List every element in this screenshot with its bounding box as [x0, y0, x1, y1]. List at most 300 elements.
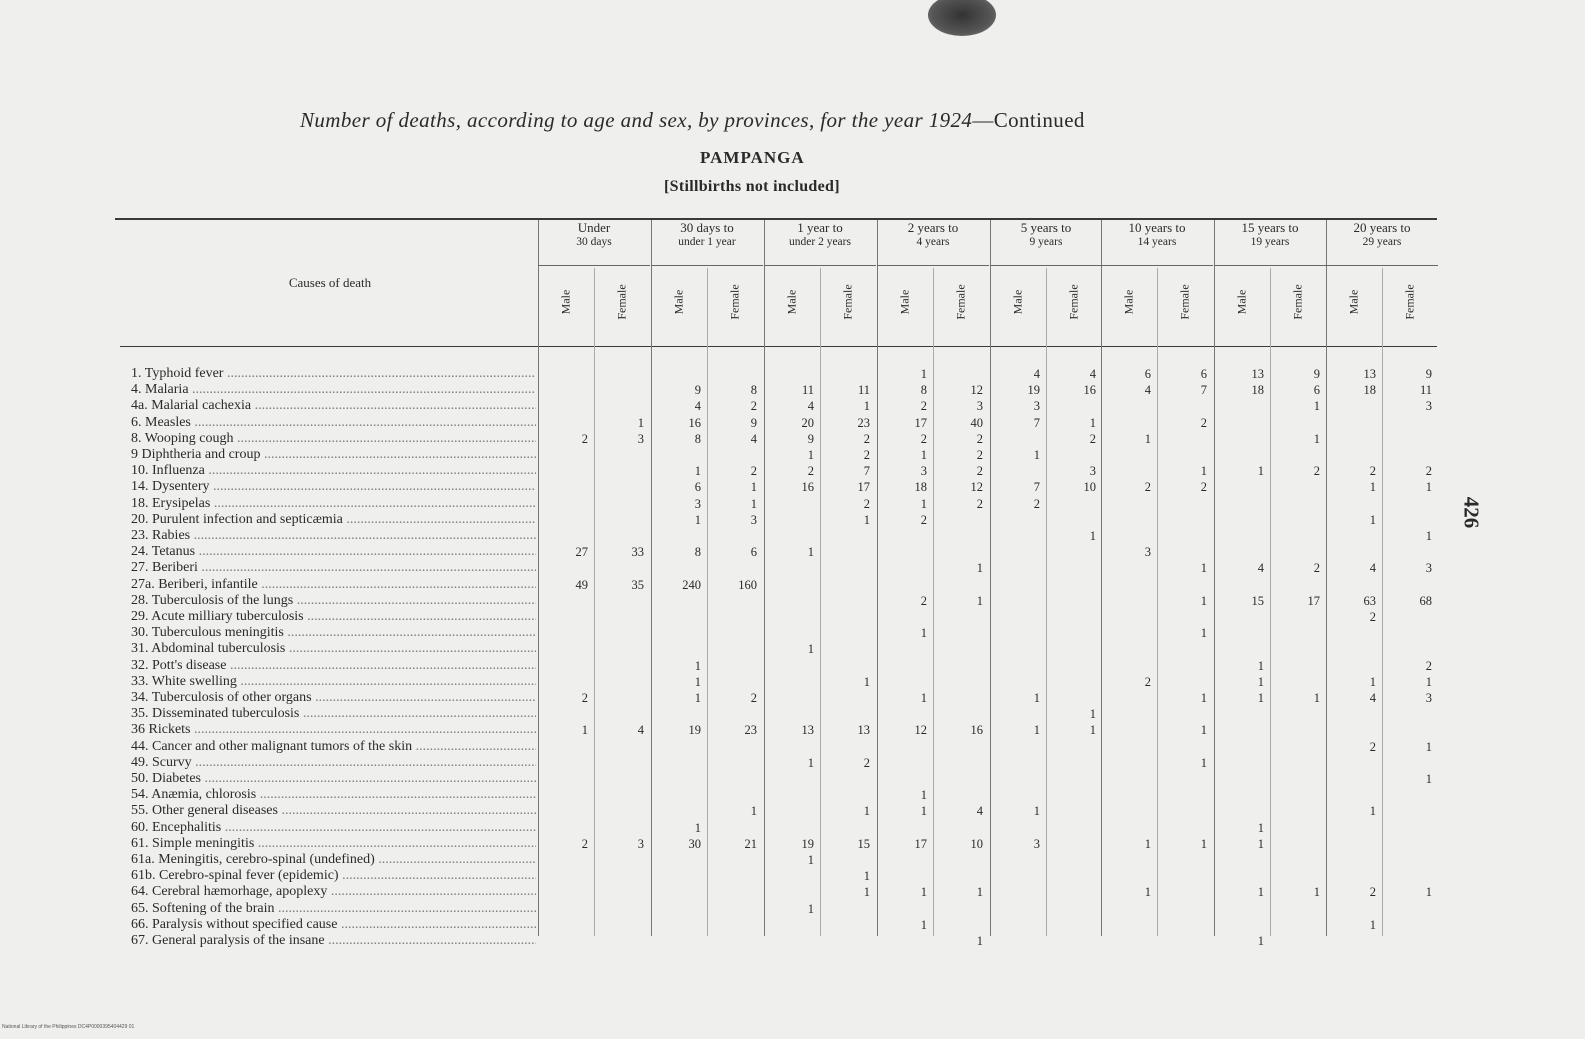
sex-label: Female — [840, 284, 855, 320]
age-group-line2: under 1 year — [678, 236, 736, 248]
table-cell: 1 — [1425, 674, 1432, 689]
age-group-header — [1326, 221, 1438, 249]
table-cell — [1270, 772, 1320, 786]
cause-label: 24. Tetanus ..... — [131, 544, 536, 560]
table-cell: 1 — [1144, 885, 1151, 900]
table-cell — [594, 513, 644, 527]
table-cell — [990, 464, 1040, 478]
table-top-rule — [115, 218, 1437, 220]
table-cell: 18 — [914, 480, 927, 495]
table-cell — [1270, 918, 1320, 932]
table-cell — [1382, 837, 1432, 851]
table-cell — [933, 529, 983, 543]
table-cell — [990, 513, 1040, 527]
table-cell — [1157, 675, 1207, 689]
table-cell — [1157, 740, 1207, 754]
table-cell — [764, 821, 814, 835]
table-cell: 17 — [914, 415, 927, 430]
table-cell — [651, 448, 701, 462]
sex-label: Male — [558, 289, 573, 315]
table-cell — [764, 367, 814, 381]
table-cell: 1 — [807, 901, 814, 916]
ink-blot — [928, 0, 996, 36]
table-cell — [651, 610, 701, 624]
age-group-line1: 10 years to — [1128, 220, 1186, 235]
table-cell — [1326, 772, 1376, 786]
table-cell: 1 — [863, 512, 870, 527]
table-cell — [1101, 756, 1151, 770]
table-cell — [707, 772, 757, 786]
table-cell — [877, 934, 927, 948]
table-cell: 4 — [694, 399, 701, 414]
cause-label: 4a. Malarial cachexia ..... — [131, 398, 536, 414]
table-cell — [933, 918, 983, 932]
table-cell — [1046, 659, 1096, 673]
table-cell: 1 — [1257, 464, 1264, 479]
table-cell — [538, 448, 588, 462]
table-cell — [933, 788, 983, 802]
table-cell — [1326, 902, 1376, 916]
age-group-rule — [877, 265, 989, 266]
table-cell — [1270, 869, 1320, 883]
table-cell: 2 — [1369, 464, 1376, 479]
table-cell: 9 — [807, 431, 814, 446]
table-cell — [990, 918, 1040, 932]
table-cell — [820, 707, 870, 721]
table-cell: 1 — [694, 512, 701, 527]
age-group-line2: 9 years — [1029, 236, 1063, 248]
age-group-line1: 1 year to — [797, 220, 843, 235]
page-number: 426 — [1459, 496, 1484, 529]
table-cell: 4 — [1089, 367, 1096, 381]
sex-label: Female — [727, 284, 742, 320]
table-cell — [1157, 578, 1207, 592]
table-cell: 8 — [920, 383, 927, 398]
table-cell — [1382, 756, 1432, 770]
table-cell: 23 — [857, 415, 870, 430]
table-cell — [990, 594, 1040, 608]
table-cell — [538, 918, 588, 932]
age-group-header — [538, 221, 650, 249]
table-cell: 8 — [694, 545, 701, 560]
table-cell — [764, 918, 814, 932]
cause-label: 60. Encephalitis ..... — [131, 820, 536, 836]
table-cell — [538, 480, 588, 494]
table-cell — [1326, 853, 1376, 867]
table-cell — [1326, 821, 1376, 835]
age-group-header — [877, 221, 989, 249]
table-cell: 1 — [807, 853, 814, 867]
table-cell — [1101, 853, 1151, 867]
table-cell — [1382, 918, 1432, 932]
age-group-line2: 29 years — [1362, 236, 1402, 248]
table-cell — [1326, 837, 1376, 851]
table-cell: 9 — [1313, 367, 1320, 381]
table-cell — [594, 367, 644, 381]
table-cell — [1157, 529, 1207, 543]
table-cell — [1157, 545, 1207, 559]
table-cell — [764, 772, 814, 786]
cause-label: 23. Rabies ..... — [131, 528, 536, 544]
table-cell: 1 — [694, 691, 701, 705]
table-cell — [877, 853, 927, 867]
age-group-header — [651, 221, 763, 249]
table-cell — [651, 561, 701, 575]
table-cell — [1157, 853, 1207, 867]
table-cell: 1 — [1089, 415, 1096, 430]
table-cell — [538, 367, 588, 381]
table-cell — [1326, 416, 1376, 430]
table-cell: 1 — [976, 934, 983, 948]
table-cell — [1046, 934, 1096, 948]
table-cell — [538, 610, 588, 624]
table-cell — [594, 675, 644, 689]
table-cell — [933, 740, 983, 754]
cause-label: 30. Tuberculous meningitis ..... — [131, 625, 536, 641]
table-cell — [594, 707, 644, 721]
table-cell — [1382, 934, 1432, 948]
table-cell: 15 — [1251, 593, 1264, 608]
table-cell — [707, 902, 757, 916]
table-cell: 17 — [914, 836, 927, 851]
table-cell — [707, 561, 757, 575]
table-cell — [1157, 497, 1207, 511]
table-cell — [707, 756, 757, 770]
table-cell — [1270, 448, 1320, 462]
table-cell: 1 — [920, 448, 927, 462]
table-cell: 35 — [631, 577, 644, 592]
table-cell: 11 — [801, 383, 814, 398]
table-cell — [1326, 578, 1376, 592]
table-cell — [1046, 545, 1096, 559]
table-cell — [1101, 448, 1151, 462]
table-cell — [1214, 480, 1264, 494]
table-cell — [651, 788, 701, 802]
table-cell — [538, 626, 588, 640]
table-cell: 1 — [920, 367, 927, 381]
table-cell — [764, 513, 814, 527]
table-cell — [877, 642, 927, 656]
table-cell: 1 — [694, 658, 701, 673]
female-header — [1382, 272, 1438, 332]
table-cell — [1326, 723, 1376, 737]
table-cell — [1101, 416, 1151, 430]
table-cell — [1101, 723, 1151, 737]
male-header — [538, 272, 594, 332]
table-cell — [1101, 691, 1151, 705]
table-cell: 3 — [637, 431, 644, 446]
table-cell: 18 — [1363, 383, 1376, 398]
table-cell: 6 — [1144, 367, 1151, 381]
table-cell — [877, 659, 927, 673]
table-cell — [1270, 626, 1320, 640]
male-header — [1214, 272, 1270, 332]
table-cell — [764, 934, 814, 948]
table-cell — [538, 934, 588, 948]
table-cell — [933, 821, 983, 835]
table-cell — [707, 853, 757, 867]
cause-label: 49. Scurvy ..... — [131, 755, 536, 771]
table-cell — [990, 740, 1040, 754]
table-cell — [1214, 578, 1264, 592]
table-cell — [707, 675, 757, 689]
table-cell — [594, 918, 644, 932]
table-cell: 2 — [581, 431, 588, 446]
table-cell: 6 — [1313, 383, 1320, 398]
table-cell: 1 — [637, 415, 644, 430]
age-group-rule — [1214, 265, 1326, 266]
sex-label: Male — [1234, 289, 1249, 315]
age-group-line1: 30 days to — [680, 220, 734, 235]
cause-label: 34. Tuberculosis of other organs ..... — [131, 690, 536, 706]
cause-label: 4. Malaria ..... — [131, 382, 536, 398]
table-cell: 2 — [920, 399, 927, 414]
table-cell: 1 — [1369, 480, 1376, 495]
table-cell — [1101, 804, 1151, 818]
table-cell: 19 — [688, 723, 701, 738]
cause-label: 14. Dysentery ..... — [131, 479, 536, 495]
table-cell: 2 — [1369, 885, 1376, 900]
sex-label: Female — [1402, 284, 1417, 320]
cause-label: 27. Beriberi ..... — [131, 560, 536, 576]
table-cell: 1 — [976, 593, 983, 608]
table-cell: 13 — [1251, 367, 1264, 381]
table-cell — [594, 383, 644, 397]
table-cell — [764, 529, 814, 543]
table-cell — [707, 869, 757, 883]
table-cell: 17 — [857, 480, 870, 495]
cause-label: 54. Anæmia, chlorosis ..... — [131, 787, 536, 803]
table-cell — [1214, 513, 1264, 527]
cause-label: 29. Acute milliary tuberculosis ..... — [131, 609, 536, 625]
table-cell — [820, 821, 870, 835]
age-group-line2: 14 years — [1137, 236, 1177, 248]
table-cell — [651, 740, 701, 754]
table-cell — [933, 513, 983, 527]
table-cell — [1046, 691, 1096, 705]
table-cell — [1157, 804, 1207, 818]
table-cell — [1382, 416, 1432, 430]
table-cell: 1 — [1257, 658, 1264, 673]
table-cell — [820, 594, 870, 608]
table-cell — [1101, 529, 1151, 543]
table-cell — [1326, 788, 1376, 802]
table-cell: 1 — [750, 496, 757, 511]
table-cell — [1270, 788, 1320, 802]
age-group-line1: Under — [577, 220, 611, 235]
table-cell — [1270, 707, 1320, 721]
table-cell — [594, 691, 644, 705]
table-cell — [1382, 497, 1432, 511]
footer-note: National Library of the Philippines DC4P0000395404429 01 — [2, 1024, 135, 1030]
table-cell: 3 — [1425, 691, 1432, 705]
table-cell — [1270, 578, 1320, 592]
table-cell: 1 — [1089, 707, 1096, 722]
table-cell: 1 — [920, 496, 927, 511]
cause-label: 64. Cerebral hæmorhage, apoplexy ..... — [131, 884, 536, 900]
age-group-rule — [651, 265, 763, 266]
table-cell — [1101, 707, 1151, 721]
table-cell — [707, 448, 757, 462]
table-cell — [1214, 707, 1264, 721]
cause-label: 50. Diabetes ..... — [131, 771, 536, 787]
province-heading: PAMPANGA — [700, 148, 805, 167]
table-cell — [594, 561, 644, 575]
table-cell: 2 — [863, 496, 870, 511]
table-cell — [877, 561, 927, 575]
causes-header: Causes of death — [288, 275, 372, 290]
table-cell: 68 — [1419, 593, 1432, 608]
table-cell — [707, 885, 757, 899]
table-cell — [990, 432, 1040, 446]
table-cell — [594, 885, 644, 899]
table-cell — [1270, 529, 1320, 543]
table-cell — [1101, 869, 1151, 883]
table-cell — [990, 853, 1040, 867]
sex-label: Male — [1121, 289, 1136, 315]
age-group-line1: 2 years to — [907, 220, 959, 235]
table-cell — [538, 659, 588, 673]
table-cell — [707, 707, 757, 721]
table-cell: 1 — [807, 448, 814, 462]
table-cell: 1 — [920, 917, 927, 932]
table-cell — [1214, 432, 1264, 446]
table-subtitle: [Stillbirths not included] — [664, 178, 840, 195]
table-cell — [990, 659, 1040, 673]
table-cell — [764, 561, 814, 575]
table-cell: 4 — [976, 804, 983, 819]
table-cell — [990, 821, 1040, 835]
table-cell — [594, 448, 644, 462]
table-cell — [990, 545, 1040, 559]
table-cell: 2 — [1369, 739, 1376, 754]
female-header — [707, 272, 763, 332]
table-cell — [1326, 707, 1376, 721]
table-cell: 1 — [1200, 464, 1207, 479]
table-cell: 1 — [1313, 431, 1320, 446]
table-cell: 1 — [1200, 626, 1207, 641]
table-cell: 12 — [970, 480, 983, 495]
table-cell: 1 — [920, 691, 927, 705]
table-cell — [538, 885, 588, 899]
table-cell — [1326, 756, 1376, 770]
age-group-header — [1101, 221, 1213, 249]
table-cell — [1101, 561, 1151, 575]
table-cell — [877, 529, 927, 543]
table-cell — [820, 578, 870, 592]
table-cell — [990, 788, 1040, 802]
table-cell — [1101, 788, 1151, 802]
table-cell — [1270, 659, 1320, 673]
table-cell — [1157, 918, 1207, 932]
age-group-rule — [1101, 265, 1213, 266]
table-cell — [1326, 497, 1376, 511]
table-cell — [933, 578, 983, 592]
table-cell: 2 — [1089, 431, 1096, 446]
table-cell — [1382, 821, 1432, 835]
table-cell: 2 — [920, 512, 927, 527]
table-cell — [538, 594, 588, 608]
table-cell — [1214, 756, 1264, 770]
table-cell: 2 — [863, 448, 870, 462]
table-cell — [1326, 659, 1376, 673]
table-cell: 16 — [801, 480, 814, 495]
page-title — [300, 108, 1250, 133]
table-cell — [538, 399, 588, 413]
table-cell — [538, 821, 588, 835]
table-cell — [764, 659, 814, 673]
table-cell — [651, 934, 701, 948]
table-cell — [1214, 448, 1264, 462]
table-cell — [1046, 578, 1096, 592]
sex-label: Male — [784, 289, 799, 315]
table-cell — [820, 918, 870, 932]
table-cell — [764, 610, 814, 624]
table-cell: 1 — [1257, 885, 1264, 900]
table-cell: 16 — [970, 723, 983, 738]
table-cell — [1046, 772, 1096, 786]
table-cell — [1157, 934, 1207, 948]
table-cell: 1 — [863, 399, 870, 414]
table-cell: 15 — [857, 836, 870, 851]
table-cell — [594, 772, 644, 786]
sex-label: Male — [897, 289, 912, 315]
table-cell — [538, 756, 588, 770]
table-cell: 2 — [807, 464, 814, 479]
table-cell: 4 — [1144, 383, 1151, 398]
table-cell — [990, 756, 1040, 770]
table-cell: 11 — [1419, 383, 1432, 398]
table-cell — [933, 626, 983, 640]
cause-label: 8. Wooping cough ..... — [131, 431, 536, 447]
table-cell — [1382, 578, 1432, 592]
table-cell: 1 — [920, 626, 927, 641]
sex-label: Female — [1066, 284, 1081, 320]
table-cell — [1046, 610, 1096, 624]
table-cell: 4 — [1369, 691, 1376, 705]
table-cell — [820, 902, 870, 916]
male-header — [764, 272, 820, 332]
table-cell: 1 — [1200, 593, 1207, 608]
table-cell — [933, 675, 983, 689]
table-cell: 1 — [1257, 934, 1264, 948]
table-cell — [1326, 869, 1376, 883]
sex-label: Female — [953, 284, 968, 320]
table-cell — [933, 707, 983, 721]
table-cell — [594, 659, 644, 673]
age-group-rule — [764, 265, 876, 266]
table-cell — [538, 497, 588, 511]
table-cell — [1157, 399, 1207, 413]
table-cell — [538, 416, 588, 430]
cause-label: 1. Typhoid fever ..... — [131, 366, 536, 382]
table-cell — [651, 869, 701, 883]
table-cell — [933, 853, 983, 867]
table-cell — [1157, 513, 1207, 527]
table-cell: 1 — [1200, 561, 1207, 576]
table-cell: 9 — [1425, 367, 1432, 381]
table-cell — [933, 691, 983, 705]
table-cell — [538, 642, 588, 656]
table-cell — [990, 902, 1040, 916]
table-cell: 30 — [688, 836, 701, 851]
sex-label: Female — [614, 284, 629, 320]
table-cell — [594, 594, 644, 608]
table-cell: 1 — [1144, 431, 1151, 446]
table-cell — [651, 756, 701, 770]
table-cell — [1382, 869, 1432, 883]
cause-label: 67. General paralysis of the insane ..... — [131, 933, 536, 949]
